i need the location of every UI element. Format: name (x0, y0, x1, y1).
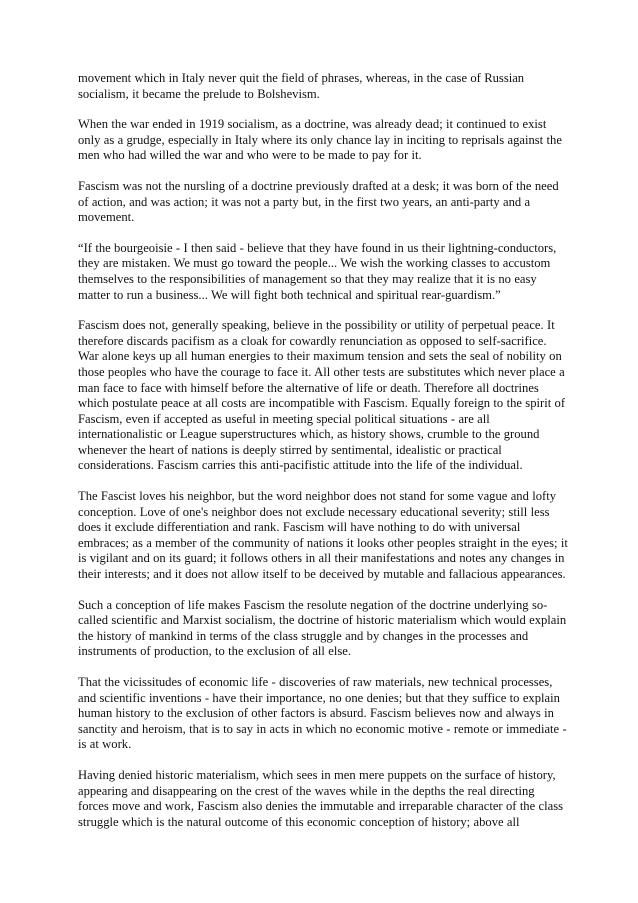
paragraph-9: Having denied historic materialism, which sees in men mere puppets on the surface of history, appearing and disappearing on the crest of the waves while in the depths the real directing forces move and work, Fascism also denies the immutable and irreparable character of the class struggle which is the natural outcome of this economic conception of history; above all (78, 767, 564, 829)
paragraph-8: That the vicissitudes of economic life - discoveries of raw materials, new technical processes, and scientific inventions - have their importance, no one denies; but that they suffice to explain human history to the exclusion of other factors is absurd. Fascism believes now and always in sanctity and heroism, that is to say in acts in which no economic motive - remote or immediate - is at work. (78, 675, 567, 752)
document-page (78, 71, 568, 845)
paragraph-4: “If the bourgeoisie - I then said - believe that they have found in us their lightning-conductors, they are mistaken. We must go toward the people... We wish the working classes to accustom themselves to the responsibilities of management so that they may realize that it is no easy matter to run a business... We will fight both technical and spiritual rear-guardism.” (78, 240, 557, 302)
paragraph-2: When the war ended in 1919 socialism, as a doctrine, was already dead; it continued to exist only as a grudge, especially in Italy where its only chance lay in inciting to reprisals against the men who had willed the war and who were to be made to pay for it. (78, 117, 562, 163)
paragraph-7: Such a conception of life makes Fascism the resolute negation of the doctrine underlying so-called scientific and Marxist socialism, the doctrine of historic materialism which would explain the history of mankind in terms of the class struggle and by changes in the processes and instruments of production, to the exclusion of all else. (78, 597, 567, 659)
paragraph-6: The Fascist loves his neighbor, but the word neighbor does not stand for some vague and lofty conception. Love of one's neighbor does not exclude necessary educational severity; still less does it exclude differentiation and rank. Fascism will have nothing to do with universal embraces; as a member of the community of nations it looks other peoples straight in the eyes; it is vigilant and on its guard; it follows others in all their manifestations and notes any changes in their interests; and it does not allow itself to be deceived by mutable and fallacious appearances. (78, 489, 568, 582)
paragraph-1: movement which in Italy never quit the field of phrases, whereas, in the case of Russian socialism, it became the prelude to Bolshevism. (78, 71, 525, 101)
paragraph-5: Fascism does not, generally speaking, believe in the possibility or utility of perpetual peace. It therefore discards pacifism as a cloak for cowardly renunciation as opposed to self-sacrifice. War alone keys up all human energies to their maximum tension and sets the seal of nobility on those peoples who have the courage to face it. All other tests are substitutes which never place a man face to face with himself before the alternative of life or death. Therefore all doctrines which postulate peace at all costs are incompatible with Fascism. Equally foreign to the spirit of Fascism, even if accepted as useful in meeting special political situations - are all internationalistic or League superstructures which, as history shows, crumble to the ground whenever the heart of nations is deeply stirred by sentimental, idealistic or practical considerations. Fascism carries this anti-pacifistic attitude into the life of the individual. (78, 318, 566, 473)
paragraph-3: Fascism was not the nursling of a doctrine previously drafted at a desk; it was born of the need of action, and was action; it was not a party but, in the first two years, an anti-party and a movement. (78, 178, 559, 225)
